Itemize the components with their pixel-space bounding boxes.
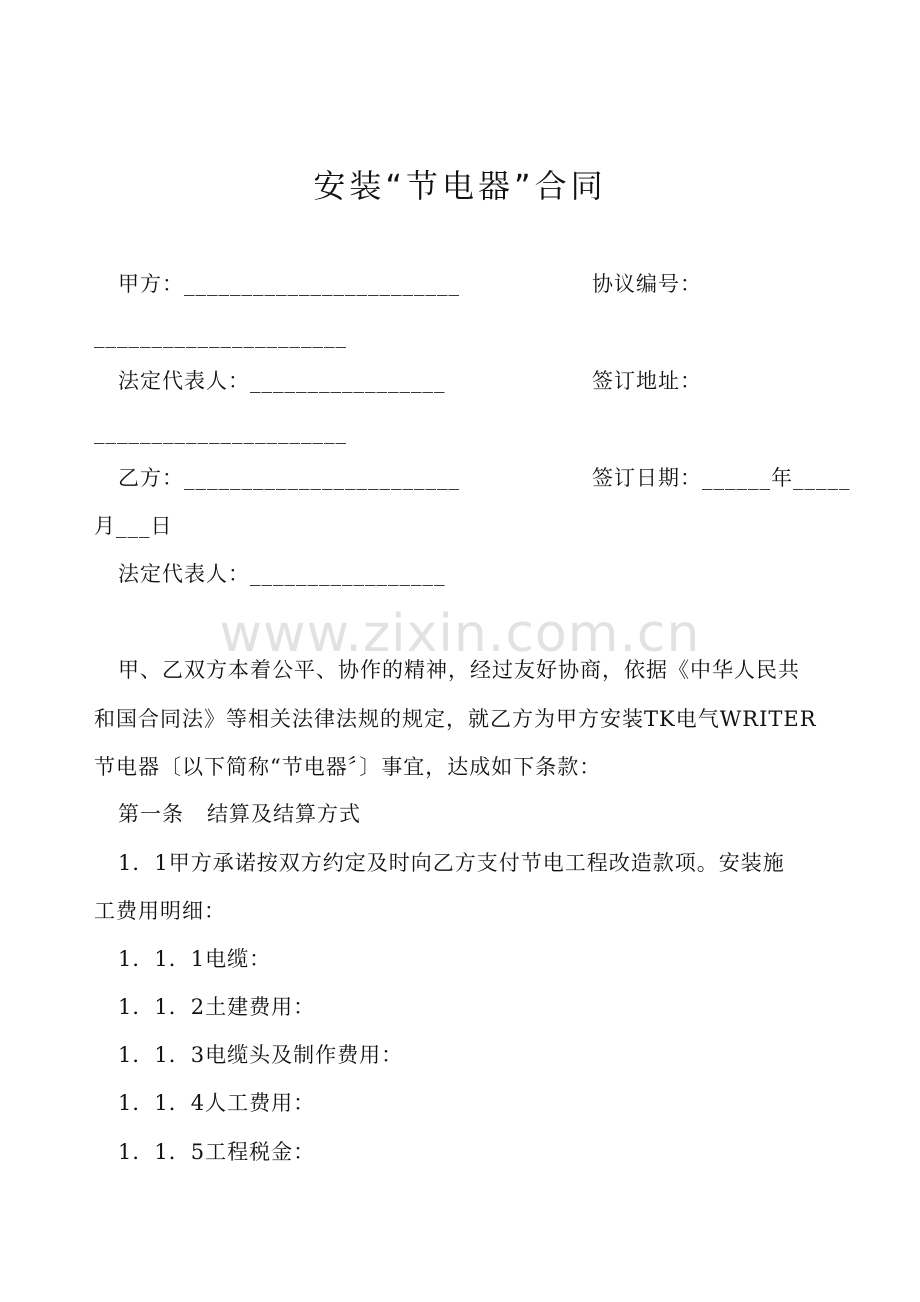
watermark: www.zixin.com.cn (219, 604, 701, 664)
body-paragraph-line: 甲、乙双方本着公平、协作的精神，经过友好协商，依据《中华人民共 (118, 658, 800, 682)
clause-item: 1．1．3电缆头及制作费用： (118, 1043, 404, 1067)
clause-item: 1．1．5工程税金： (118, 1140, 316, 1164)
body-paragraph-line: 节电器〔以下简称“节电器〞〕事宜，达成如下条款： (94, 755, 602, 779)
sign-date-field: 签订日期：______年_____ (592, 466, 851, 490)
clause-line: 1．1甲方承诺按双方约定及时向乙方支付节电工程改造款项。安装施 (118, 851, 785, 875)
clause-item: 1．1．4人工费用： (118, 1091, 316, 1115)
article-heading: 第一条 结算及结算方式 (118, 802, 362, 826)
legal-rep-a-field: 法定代表人：_________________ (118, 369, 446, 393)
clause-item: 1．1．2土建费用： (118, 995, 316, 1019)
sign-date-continued: 月___日 (94, 514, 173, 538)
sign-place-field: 签订地址： (592, 369, 702, 393)
legal-rep-b-field: 法定代表人：_________________ (118, 562, 446, 586)
agreement-number-field: 协议编号： (592, 272, 702, 296)
document-title: 安装“节电器”合同 (313, 167, 607, 205)
clause-line: 工费用明细： (94, 899, 226, 923)
blank-line: ______________________ (94, 420, 347, 444)
clause-item: 1．1．1电缆： (118, 947, 272, 971)
party-a-field: 甲方：________________________ (118, 272, 460, 296)
party-b-field: 乙方：________________________ (118, 466, 460, 490)
blank-line: ______________________ (94, 324, 347, 348)
body-paragraph-line: 和国合同法》等相关法律法规的规定，就乙方为甲方安装TK电气WRITER (94, 707, 817, 731)
